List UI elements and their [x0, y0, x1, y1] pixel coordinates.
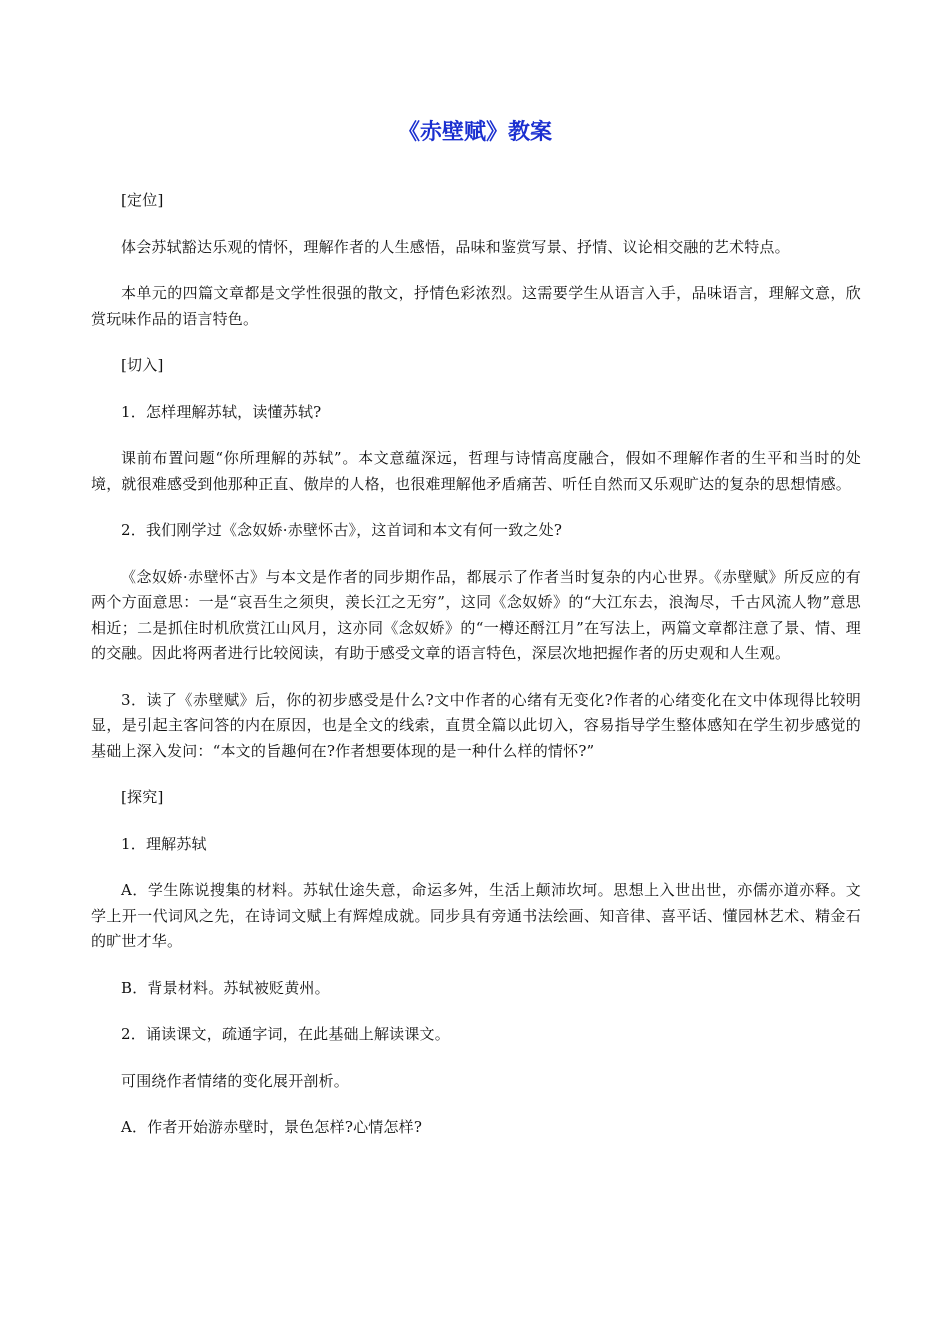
document-title: 《赤壁赋》教案	[397, 120, 552, 145]
section-heading-entry: [切入]	[121, 356, 164, 374]
question-item: 3．读了《赤壁赋》后，你的初步感受是什么?文中作者的心绪有无变化?作者的心绪变化在文中体现得比较明显，是引起主客问答的内在原因，也是全文的线索，直贯全篇以此切入，容易指导学生整体感知在学生初步感觉的基础上深入发问：“本文的旨趣何在?作者想要体现的是一种什么样的情怀?”	[91, 690, 861, 760]
question-item: 1．怎样理解苏轼，读懂苏轼?	[121, 402, 322, 421]
document-body	[91, 188, 861, 1162]
paragraph: 课前布置问题“你所理解的苏轼”。本文意蕴深远，哲理与诗情高度融合，假如不理解作者的生平和当时的处境，就很难感受到他那种正直、傲岸的人格，也很难理解他矛盾痛苦、听任自然而又乐观旷达的复杂的思想情感。	[91, 449, 861, 493]
question-item: 2．我们刚学过《念奴娇·赤壁怀古》，这首词和本文有何一致之处?	[121, 521, 563, 539]
lettered-item: A．学生陈说搜集的材料。苏轼仕途失意，命运多舛，生活上颠沛坎坷。思想上入世出世，亦儒亦道亦释。文学上开一代词风之先，在诗词文赋上有辉煌成就。同步具有旁通书法绘画、知音律、喜平话、懂园林艺术、精金石的旷世才华。	[91, 881, 861, 950]
section-heading-positioning: [定位]	[121, 191, 164, 209]
lettered-item: B．背景材料。苏轼被贬黄州。	[121, 978, 330, 997]
paragraph: 本单元的四篇文章都是文学性很强的散文，抒情色彩浓烈。这需要学生从语言入手，品味语言，理解文意，欣赏玩味作品的语言特色。	[91, 284, 861, 328]
section-heading-exploration: [探究]	[121, 788, 164, 806]
paragraph: 体会苏轼豁达乐观的情怀，理解作者的人生感悟，品味和鉴赏写景、抒情、议论相交融的艺术特点。	[121, 237, 790, 256]
lettered-item: A．作者开始游赤壁时，景色怎样?心情怎样?	[121, 1118, 423, 1136]
paragraph: 《念奴娇·赤壁怀古》与本文是作者的同步期作品，都展示了作者当时复杂的内心世界。《赤壁赋》所反应的有两个方面意思：一是“哀吾生之须臾，羡长江之无穷”，这同《念奴娇》的“大江东去，浪淘尽，千古风流人物”意思相近；二是抓住时机欣赏江山风月，这亦同《念奴娇》的“一樽还酹江月”在写法上，两篇文章都注意了景、情、理的交融。因此将两者进行比较阅读，有助于感受文章的语言特色，深层次地把握作者的历史观和人生观。	[91, 567, 861, 662]
paragraph: 可围绕作者情绪的变化展开剖析。	[121, 1071, 350, 1090]
numbered-item: 1．理解苏轼	[121, 834, 207, 853]
numbered-item: 2．诵读课文，疏通字词，在此基础上解读课文。	[121, 1025, 450, 1043]
